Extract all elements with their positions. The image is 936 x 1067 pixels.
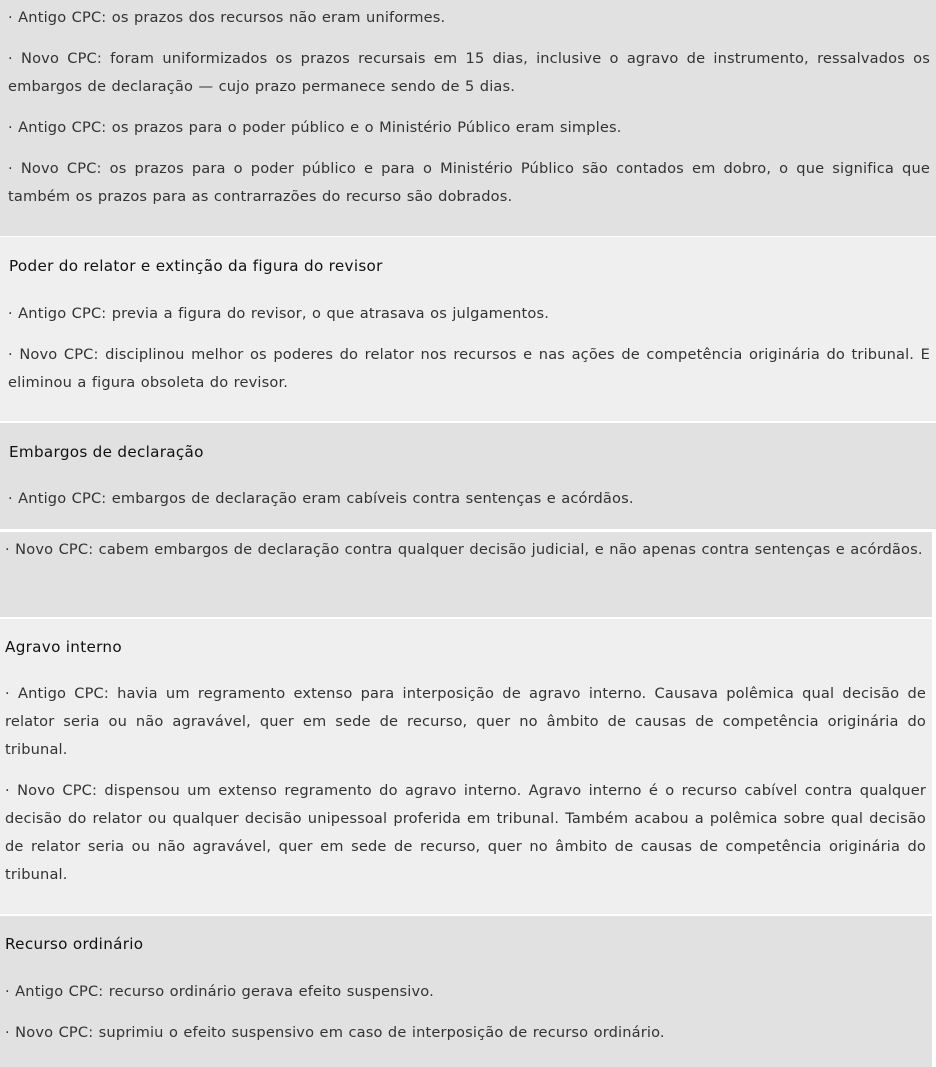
section-heading: Recurso ordinário xyxy=(5,935,144,953)
item-novo-cpc-relator: · Novo CPC: disciplinou melhor os poderes do relator nos recursos e nas ações de competência originária do tribunal. E eliminou a figura obsoleta do revisor. xyxy=(8,346,930,391)
item-antigo-cpc-revisor: · Antigo CPC: previa a figura do revisor, o que atrasava os julgamentos. xyxy=(8,305,550,322)
section-heading: Agravo interno xyxy=(5,638,122,656)
section-heading: Embargos de declaração xyxy=(9,443,204,461)
section-heading: Poder do relator e extinção da figura do revisor xyxy=(9,257,383,275)
item-novo-cpc-poder-publico: · Novo CPC: os prazos para o poder público e para o Ministério Público são contados em dobro, o que significa que também os prazos para as contrarrazões do recurso são dobrados. xyxy=(8,160,930,205)
section-poder-relator xyxy=(0,237,936,421)
item-novo-cpc-agravo: · Novo CPC: dispensou um extenso regramento do agravo interno. Agravo interno é o recurso cabível contra qualquer decisão do relator ou qualquer decisão unipessoal proferida em tribunal. Também acabou a polêmica sobre qual decisão de relator seria ou não agravável, quer em sede de recurso, quer no âmbito de causas de competência originária do tribunal. xyxy=(5,782,926,883)
section-agravo-interno xyxy=(0,619,932,914)
section-recurso-ordinario xyxy=(0,916,932,1067)
item-antigo-cpc-recurso-ordinario: · Antigo CPC: recurso ordinário gerava efeito suspensivo. xyxy=(5,983,434,1000)
item-antigo-cpc-prazos: · Antigo CPC: os prazos dos recursos não eram uniformes. xyxy=(8,9,446,26)
item-antigo-cpc-poder-publico: · Antigo CPC: os prazos para o poder público e o Ministério Público eram simples. xyxy=(8,119,622,136)
item-antigo-cpc-agravo: · Antigo CPC: havia um regramento extenso para interposição de agravo interno. Causava polêmica qual decisão de relator seria ou não agravável, quer em sede de recurso, quer no âmbito de causas de competência originária do tribunal. xyxy=(5,685,926,758)
section-embargos xyxy=(0,423,936,529)
section-prazos xyxy=(0,0,936,236)
item-novo-cpc-embargos: · Novo CPC: cabem embargos de declaração contra qualquer decisão judicial, e não apenas contra sentenças e acórdãos. xyxy=(5,541,923,558)
section-embargos-continued xyxy=(0,532,932,617)
item-novo-cpc-recurso-ordinario: · Novo CPC: suprimiu o efeito suspensivo em caso de interposição de recurso ordinário. xyxy=(5,1024,665,1041)
item-novo-cpc-prazos: · Novo CPC: foram uniformizados os prazos recursais em 15 dias, inclusive o agravo de instrumento, ressalvados os embargos de declaração — cujo prazo permanece sendo de 5 dias. xyxy=(8,50,930,95)
item-antigo-cpc-embargos: · Antigo CPC: embargos de declaração eram cabíveis contra sentenças e acórdãos. xyxy=(8,490,634,507)
